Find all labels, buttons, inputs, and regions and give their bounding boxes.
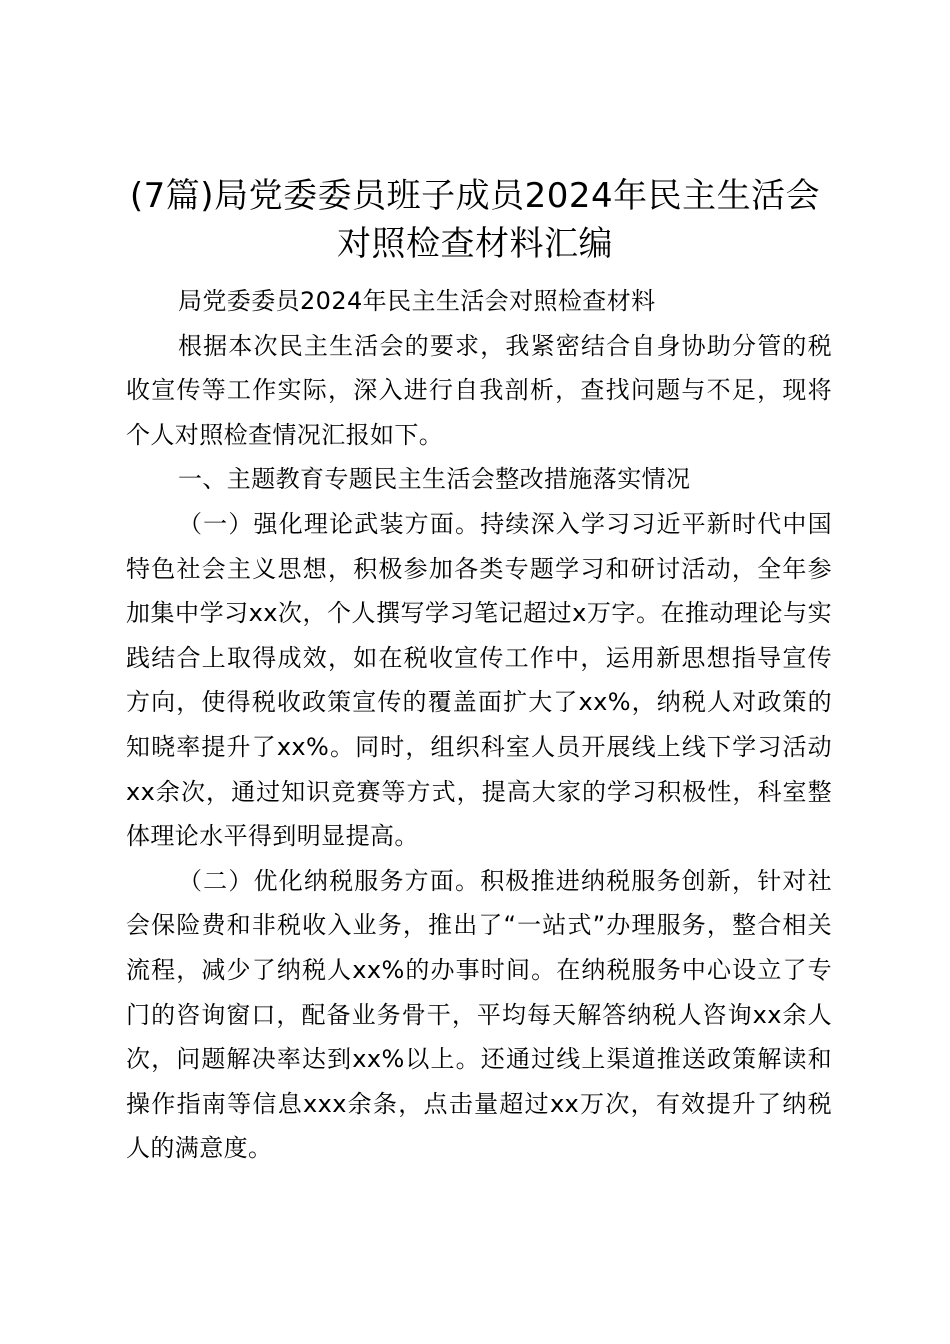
paragraph-theory: （一）强化理论武装方面。持续深入学习习近平新时代中国特色社会主义思想，积极参加各类专题学习和研讨活动，全年参加集中学习xx次，个人撰写学习笔记超过x万字。在推动理论与实践结合上取得成效，如在税收宣传工作中，运用新思想指导宣传方向，使得税收政策宣传的覆盖面扩大了xx%，纳税人对政策的知晓率提升了xx%。同时，组织科室人员开展线上线下学习活动xx余次，通过知识竞赛等方式，提高大家的学习积极性，科室整体理论水平得到明显提高。 xyxy=(126,509,832,851)
document-title: (7篇)局党委委员班子成员2024年民主生活会对照检查材料汇编 xyxy=(129,176,821,264)
paragraph-service: （二）优化纳税服务方面。积极推进纳税服务创新，针对社会保险费和非税收入业务，推出了“一站式”办理服务，整合相关流程，减少了纳税人xx%的办事时间。在纳税服务中心设立了专门的咨询窗口，配备业务骨干，平均每天解答纳税人咨询xx余人次，问题解决率达到xx%以上。还通过线上渠道推送政策解读和操作指南等信息xxx余条，点击量超过xx万次，有效提升了纳税人的满意度。 xyxy=(126,866,832,1163)
paragraph-intro: 根据本次民主生活会的要求，我紧密结合自身协助分管的税收宣传等工作实际，深入进行自我剖析，查找问题与不足，现将个人对照检查情况汇报如下。 xyxy=(126,331,832,449)
section-heading: 一、主题教育专题民主生活会整改措施落实情况 xyxy=(178,465,691,494)
document-subtitle: 局党委委员2024年民主生活会对照检查材料 xyxy=(178,287,656,315)
document-body xyxy=(126,279,832,1171)
